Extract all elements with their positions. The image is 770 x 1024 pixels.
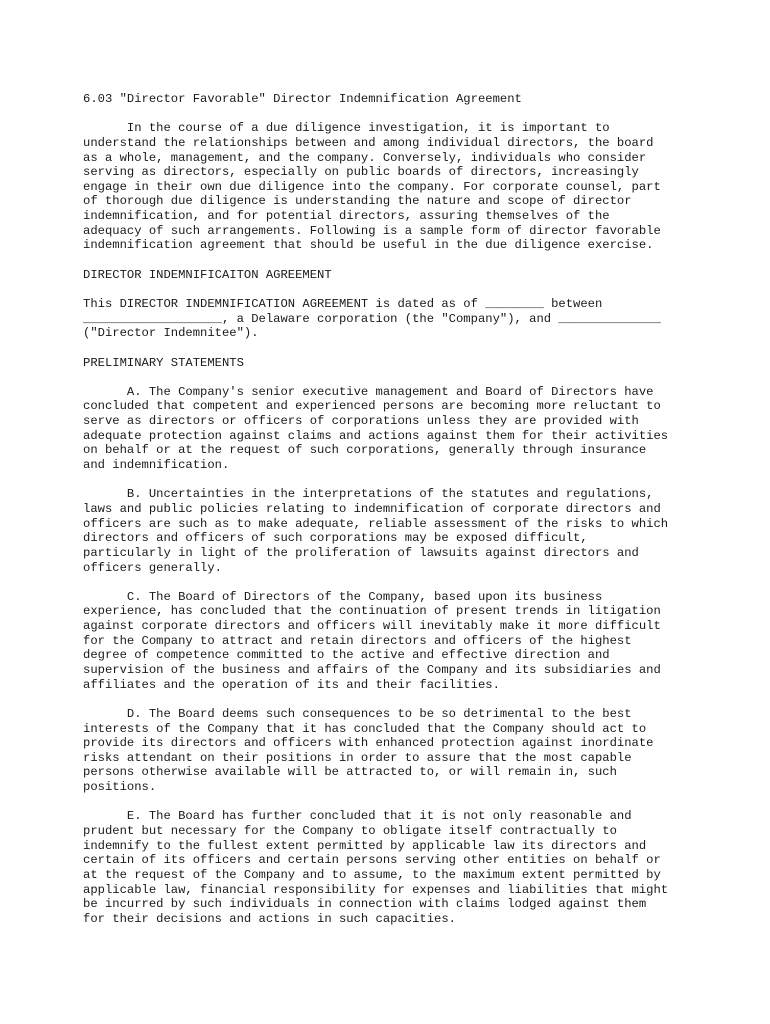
statement-line: persons otherwise available will be attracted to, or will remain in, such bbox=[83, 765, 617, 780]
intro-line: engage in their own due diligence into the company. For corporate counsel, part bbox=[83, 179, 661, 194]
statement-line: experience, has concluded that the continuation of present trends in litigation bbox=[83, 604, 661, 619]
document-heading bbox=[83, 92, 723, 107]
document-page bbox=[83, 92, 723, 941]
intro-line: serving as directors, especially on public boards of directors, increasingly bbox=[83, 165, 639, 180]
statement-line: officers are such as to make adequate, reliable assessment of the risks to which bbox=[83, 516, 669, 531]
intro-paragraph bbox=[83, 121, 723, 253]
statement-line: adequate protection against claims and actions against them for their activities bbox=[83, 428, 669, 443]
preliminary-heading-line: PRELIMINARY STATEMENTS bbox=[83, 355, 244, 370]
statement-line: E. The Board has further concluded that it is not only reasonable and bbox=[83, 809, 632, 824]
statement-d bbox=[83, 707, 723, 795]
heading-line: 6.03 "Director Favorable" Director Indemnification Agreement bbox=[83, 92, 522, 106]
intro-line: adequacy of such arrangements. Following is a sample form of director favorable bbox=[83, 223, 661, 238]
statement-line: interests of the Company that it has concluded that the Company should act to bbox=[83, 721, 647, 736]
statement-line: applicable law, financial responsibility for expenses and liabilities that might bbox=[83, 882, 669, 897]
statement-e bbox=[83, 809, 723, 926]
statement-line: degree of competence committed to the active and effective direction and bbox=[83, 648, 610, 663]
statement-line: directors and officers of such corporations may be exposed difficult, bbox=[83, 531, 588, 546]
intro-line: indemnification agreement that should be useful in the due diligence exercise. bbox=[83, 238, 654, 253]
opening-line: ___________________, a Delaware corporation (the "Company"), and ______________ bbox=[83, 311, 661, 326]
statement-line: serve as directors or officers of corporations unless they are provided with bbox=[83, 414, 639, 429]
statement-line: D. The Board deems such consequences to be so detrimental to the best bbox=[83, 706, 632, 721]
statement-line: be incurred by such individuals in connection with claims lodged against them bbox=[83, 897, 647, 912]
agreement-title bbox=[83, 268, 723, 283]
statement-line: provide its directors and officers with enhanced protection against inordinate bbox=[83, 736, 654, 751]
statement-line: laws and public policies relating to indemnification of corporate directors and bbox=[83, 501, 661, 516]
statement-a bbox=[83, 385, 723, 473]
statement-line: prudent but necessary for the Company to obligate itself contractually to bbox=[83, 824, 617, 839]
statement-line: for their decisions and actions in such capacities. bbox=[83, 911, 456, 926]
statement-line: B. Uncertainties in the interpretations of the statutes and regulations, bbox=[83, 487, 654, 502]
statement-line: C. The Board of Directors of the Company, based upon its business bbox=[83, 589, 603, 604]
statement-b bbox=[83, 487, 723, 575]
statement-line: positions. bbox=[83, 780, 157, 795]
opening-line: ("Director Indemnitee"). bbox=[83, 326, 259, 341]
statement-line: concluded that competent and experienced persons are becoming more reluctant to bbox=[83, 399, 661, 414]
agreement-title-line: DIRECTOR INDEMNIFICAITON AGREEMENT bbox=[83, 267, 332, 282]
statement-line: and indemnification. bbox=[83, 458, 230, 473]
statement-line: particularly in light of the proliferation of lawsuits against directors and bbox=[83, 545, 639, 560]
intro-line: indemnification, and for potential directors, assuring themselves of the bbox=[83, 209, 610, 224]
statement-line: officers generally. bbox=[83, 560, 222, 575]
statement-line: risks attendant on their positions in order to assure that the most capable bbox=[83, 750, 632, 765]
statement-line: on behalf or at the request of such corporations, generally through insurance bbox=[83, 443, 647, 458]
statement-line: at the request of the Company and to assume, to the maximum extent permitted by bbox=[83, 867, 661, 882]
statement-line: for the Company to attract and retain directors and officers of the highest bbox=[83, 633, 632, 648]
intro-line: of thorough due diligence is understanding the nature and scope of director bbox=[83, 194, 632, 209]
statement-line: A. The Company's senior executive management and Board of Directors have bbox=[83, 384, 654, 399]
statement-line: affiliates and the operation of its and their facilities. bbox=[83, 677, 500, 692]
statement-c bbox=[83, 590, 723, 692]
statement-line: certain of its officers and certain persons serving other entities on behalf or bbox=[83, 853, 661, 868]
opening-line: This DIRECTOR INDEMNIFICATION AGREEMENT is dated as of ________ between bbox=[83, 296, 603, 311]
intro-line: In the course of a due diligence investigation, it is important to bbox=[83, 121, 610, 136]
intro-line: understand the relationships between and among individual directors, the board bbox=[83, 135, 654, 150]
statement-line: supervision of the business and affairs of the Company and its subsidiaries and bbox=[83, 662, 661, 677]
opening-paragraph bbox=[83, 297, 723, 341]
intro-line: as a whole, management, and the company. Conversely, individuals who consider bbox=[83, 150, 647, 165]
statement-line: indemnify to the fullest extent permitted by applicable law its directors and bbox=[83, 838, 647, 853]
statement-line: against corporate directors and officers will inevitably make it more difficult bbox=[83, 619, 661, 634]
preliminary-heading bbox=[83, 356, 723, 371]
